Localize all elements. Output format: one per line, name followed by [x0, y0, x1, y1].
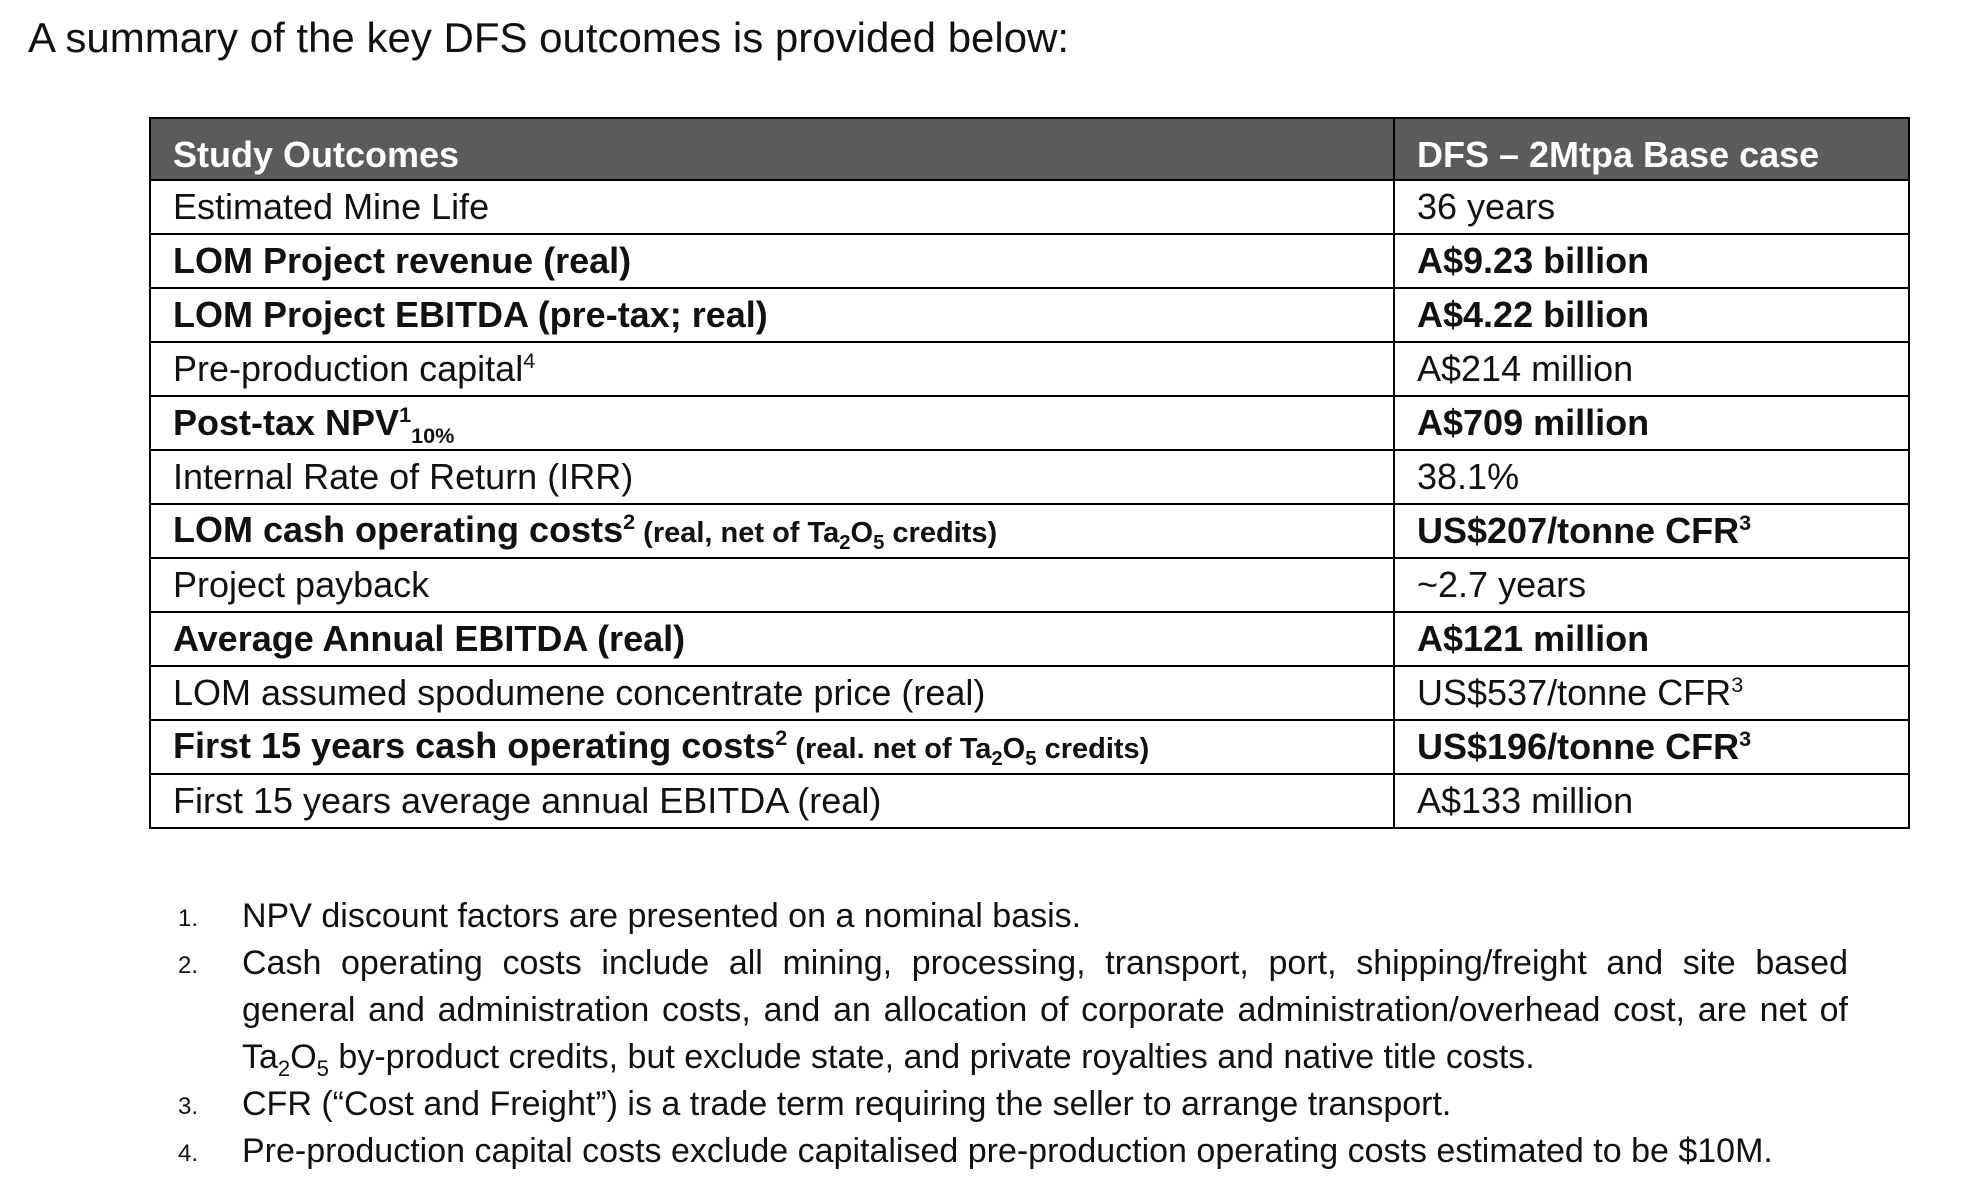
footnote-text: NPV discount factors are presented on a nominal basis.	[242, 897, 1082, 935]
footnote-number: 1.	[178, 905, 199, 932]
footnote-ref: 3	[1731, 672, 1744, 697]
footnote-text: Pre-production capital costs exclude capitalised pre-production operating costs estimated to be $10M.	[242, 1132, 1773, 1170]
row-qualifier: (real. net of $Ta_2O_5$ credits)	[787, 732, 1150, 770]
table-row	[150, 774, 1909, 828]
footnote-ref: 3	[1739, 726, 1752, 751]
footnote-text: Cash operating costs include all mining, processing, transport, port, shipping/freight and site based general and administration costs, and an allocation of corporate administration/overhead cost, are net of $Ta_2O_5$ by-product credits, but exclude state, and private royalties and native title costs.	[242, 944, 1848, 1081]
table-row	[150, 720, 1909, 774]
footnote-ref: 2	[623, 508, 636, 534]
intro-text: A summary of the key DFS outcomes is provided below:	[28, 14, 1070, 61]
row-value: A$133 million	[1394, 774, 1909, 828]
row-value: A$121 million	[1394, 612, 1909, 666]
table-row	[150, 396, 1909, 450]
footnote-number: 4.	[178, 1140, 199, 1167]
row-label: First 15 years average annual EBITDA (real)	[150, 774, 1394, 828]
footnote-2	[178, 940, 1848, 1081]
footnote-number: 2.	[178, 952, 199, 979]
row-label: Project payback	[150, 558, 1394, 612]
dfs-outcomes-table	[149, 117, 1910, 829]
table-row	[150, 342, 1909, 396]
footnote-ref: 4	[523, 348, 536, 373]
header-study-outcomes: Study Outcomes	[150, 118, 1394, 180]
row-label: LOM assumed spodumene concentrate price (real)	[150, 666, 1394, 720]
row-value: A$9.23 billion	[1394, 234, 1909, 288]
row-value: A$214 million	[1394, 342, 1909, 396]
row-label: LOM cash operating costs$^2$ (real, net of $Ta_2O_5$ credits)	[150, 504, 1394, 558]
footnote-ref: 2	[775, 724, 788, 750]
footnote-4	[178, 1128, 1848, 1175]
row-value: ~2.7 years	[1394, 558, 1909, 612]
row-label: Internal Rate of Return (IRR)	[150, 450, 1394, 504]
footnote-ref: 1	[399, 402, 412, 427]
header-dfs-base-case: DFS – 2Mtpa Base case	[1394, 118, 1909, 180]
table-row	[150, 666, 1909, 720]
row-label: LOM Project revenue (real)	[150, 234, 1394, 288]
row-qualifier: (real, net of $Ta_2O_5$ credits)	[635, 516, 998, 554]
footnote-ref: 3	[1739, 510, 1752, 535]
footnotes-list	[178, 893, 1848, 1175]
row-value: US$537/tonne CFR$^3$	[1394, 666, 1909, 720]
table-header-row	[150, 118, 1909, 180]
row-label: LOM Project EBITDA (pre-tax; real)	[150, 288, 1394, 342]
table-row	[150, 180, 1909, 234]
row-value: A$709 million	[1394, 396, 1909, 450]
row-value: US$207/tonne CFR$^3$	[1394, 504, 1909, 558]
footnote-text: CFR (“Cost and Freight”) is a trade term requiring the seller to arrange transport.	[242, 1085, 1452, 1123]
table-row	[150, 558, 1909, 612]
row-label: Average Annual EBITDA (real)	[150, 612, 1394, 666]
table-row	[150, 234, 1909, 288]
table-row	[150, 612, 1909, 666]
row-label: Post-tax $NPV^1_{10\%}$	[150, 396, 1394, 450]
row-label: First 15 years cash operating costs$^2$ (real. net of $Ta_2O_5$ credits)	[150, 720, 1394, 774]
row-label: Pre-production capital$^4$	[150, 342, 1394, 396]
footnote-3	[178, 1081, 1848, 1128]
footnote-number: 3.	[178, 1093, 199, 1120]
footnote-1	[178, 893, 1848, 940]
discount-rate-subscript: 10%	[411, 423, 455, 449]
table-row	[150, 288, 1909, 342]
table-row	[150, 504, 1909, 558]
row-label: Estimated Mine Life	[150, 180, 1394, 234]
row-value: A$4.22 billion	[1394, 288, 1909, 342]
table-row	[150, 450, 1909, 504]
row-value: 38.1%	[1394, 450, 1909, 504]
row-value: US$196/tonne CFR$^3$	[1394, 720, 1909, 774]
row-value: 36 years	[1394, 180, 1909, 234]
